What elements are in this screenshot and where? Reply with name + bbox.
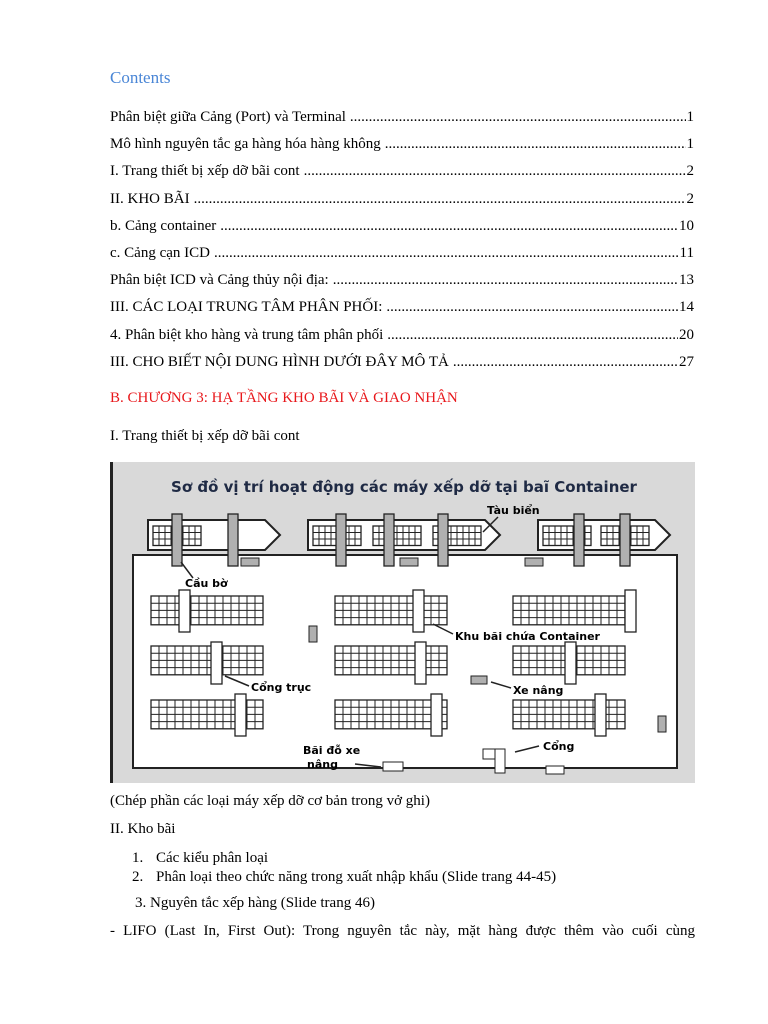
yard-block — [513, 700, 625, 729]
yard-block — [151, 596, 263, 625]
quay-crane — [620, 514, 630, 566]
list-item — [132, 868, 556, 887]
label-ship: Tàu biển — [487, 504, 540, 517]
toc-dot-leader — [453, 352, 678, 372]
toc-entry-title[interactable]: I. Trang thiết bị xếp dỡ bãi cont — [110, 163, 300, 180]
gantry-crane — [415, 642, 426, 684]
lifo-paragraph: - LIFO (Last In, First Out): Trong nguyên tắc này, mặt hàng được thêm vào cuối cùng — [110, 923, 695, 939]
toc-entry[interactable] — [110, 297, 694, 324]
toc-dot-leader — [214, 243, 679, 263]
toc-entry-title[interactable]: Phân biệt ICD và Cảng thủy nội địa: — [110, 272, 329, 289]
toc-entry-page[interactable]: 1 — [686, 109, 694, 125]
gantry-crane — [565, 642, 576, 684]
gantry-crane — [235, 694, 246, 736]
toc-entry-page[interactable]: 11 — [679, 244, 694, 261]
figure-caption: (Chép phần các loại máy xếp dỡ cơ bản trong vở ghi) — [110, 793, 430, 809]
toc-entry-title[interactable]: 4. Phân biệt kho hàng và trung tâm phân phối — [110, 326, 384, 343]
yard-block — [335, 596, 447, 625]
toc-entry-page[interactable]: 27 — [679, 353, 694, 370]
quay-truck — [525, 558, 543, 566]
toc-entry-title[interactable]: III. CÁC LOẠI TRUNG TÂM PHÂN PHỐI: — [110, 299, 383, 316]
contents-heading: Contents — [110, 68, 171, 87]
label-yard: Khu bãi chứa Container — [455, 630, 600, 643]
quay-crane — [438, 514, 448, 566]
list-item-number: 2. — [132, 868, 144, 885]
gantry-crane — [595, 694, 606, 736]
toc-entry-title[interactable]: III. CHO BIẾT NỘI DUNG HÌNH DƯỚI ĐÂY MÔ TẢ — [110, 353, 449, 370]
diagram-svg — [113, 462, 695, 783]
toc-dot-leader — [385, 134, 686, 154]
gate-booth-2 — [495, 749, 505, 773]
toc-dot-leader — [220, 216, 678, 236]
toc-entry[interactable] — [110, 270, 694, 297]
quay-truck — [400, 558, 418, 566]
list-item-text: Phân loại theo chức năng trong xuất nhập khẩu (Slide trang 44-45) — [156, 868, 557, 885]
toc-entry[interactable] — [110, 352, 694, 379]
toc-dot-leader — [350, 107, 686, 127]
list-item-3: 3. Nguyên tắc xếp hàng (Slide trang 46) — [135, 895, 375, 911]
yard-block — [151, 646, 263, 675]
toc-entry-page[interactable]: 2 — [686, 190, 694, 207]
quay-crane — [574, 514, 584, 566]
quay-crane — [384, 514, 394, 566]
quay-crane — [172, 514, 182, 566]
toc-entry-page[interactable]: 14 — [679, 299, 694, 316]
forklift-unit — [471, 676, 487, 684]
toc-entry[interactable] — [110, 189, 694, 216]
toc-entry-page[interactable]: 1 — [686, 136, 694, 153]
label-forklift: Xe nâng — [513, 684, 564, 697]
list-item — [132, 849, 556, 868]
toc-entry-page[interactable]: 20 — [679, 326, 694, 343]
label-parking-line2: nâng — [307, 758, 338, 771]
label-parking-line1: Bãi đỗ xe — [303, 744, 361, 757]
label-gantry: Cổng trục — [251, 681, 312, 694]
gate-booth-3 — [546, 766, 564, 774]
yard-block — [335, 700, 447, 729]
toc-entry-title[interactable]: c. Cảng cạn ICD — [110, 244, 210, 261]
quay-crane — [228, 514, 238, 566]
toc-entry-title[interactable]: b. Cảng container — [110, 217, 217, 234]
diagram-title: Sơ đồ vị trí hoạt động các máy xếp dỡ tại baĩ Container — [171, 478, 637, 496]
chapter-heading: B. CHƯƠNG 3: HẠ TẦNG KHO BÃI VÀ GIAO NHẬN — [110, 390, 458, 406]
gantry-crane — [413, 590, 424, 632]
reachstacker-unit — [309, 626, 317, 642]
toc-entry-page[interactable]: 2 — [686, 163, 694, 180]
ship-bay — [373, 526, 421, 546]
yard-block — [335, 646, 447, 675]
gantry-crane — [431, 694, 442, 736]
toc-dot-leader — [387, 325, 678, 345]
label-gate: Cổng — [543, 740, 575, 753]
toc-entry-title[interactable]: II. KHO BÃI — [110, 190, 190, 207]
toc-entry-title[interactable]: Mô hình nguyên tắc ga hàng hóa hàng không — [110, 136, 381, 153]
section-heading-equipment: I. Trang thiết bị xếp dỡ bãi cont — [110, 428, 300, 444]
section-heading-warehouse: II. Kho bãi — [110, 821, 176, 837]
gantry-crane — [625, 590, 636, 632]
label-quay-crane: Cầu bờ — [185, 577, 228, 590]
toc-dot-leader — [386, 297, 678, 317]
quay-crane — [336, 514, 346, 566]
toc-entry-title[interactable]: Phân biệt giữa Cảng (Port) và Terminal — [110, 109, 346, 125]
toc-dot-leader — [194, 189, 686, 209]
toc-entry[interactable] — [110, 161, 694, 188]
toc-entry[interactable] — [110, 216, 694, 243]
table-of-contents — [110, 107, 694, 379]
numbered-list — [132, 849, 556, 886]
gantry-crane — [211, 642, 222, 684]
list-item-text: Các kiểu phân loại — [156, 850, 269, 866]
yard-block — [513, 596, 625, 625]
toc-dot-leader — [333, 270, 678, 290]
forklift-unit-right — [658, 716, 666, 732]
list-item-number: 1. — [132, 850, 144, 866]
toc-entry[interactable] — [110, 325, 694, 352]
toc-entry[interactable] — [110, 107, 694, 134]
toc-entry-page[interactable]: 13 — [679, 272, 694, 289]
toc-entry[interactable] — [110, 243, 694, 270]
quay-truck — [241, 558, 259, 566]
container-yard-diagram — [110, 462, 695, 783]
parking-spot — [383, 762, 403, 771]
gantry-crane — [179, 590, 190, 632]
toc-entry[interactable] — [110, 134, 694, 161]
toc-entry-page[interactable]: 10 — [679, 217, 694, 234]
toc-dot-leader — [304, 161, 686, 181]
